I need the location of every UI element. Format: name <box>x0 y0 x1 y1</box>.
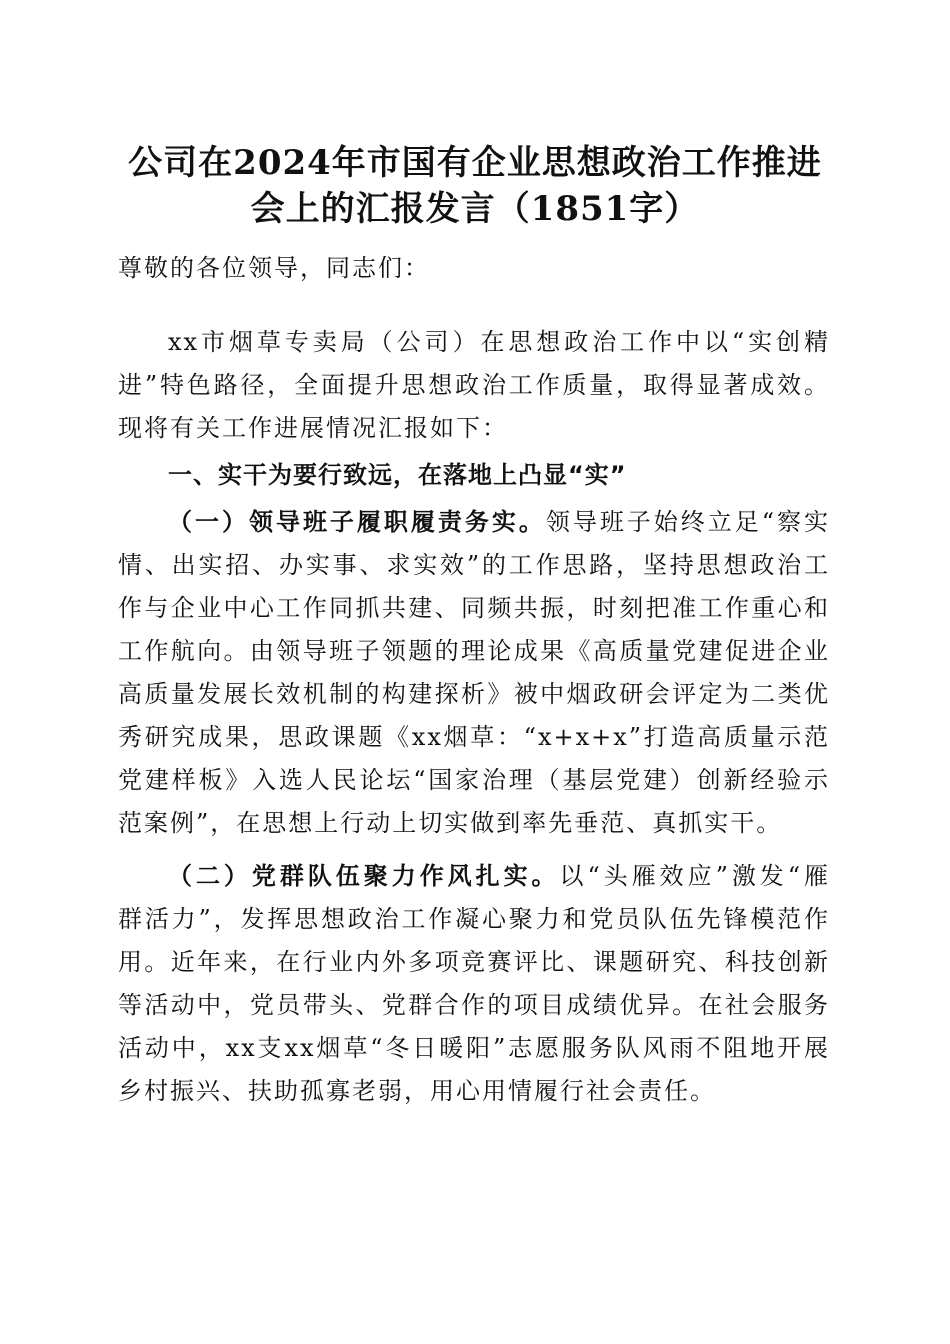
subheading-lead: （一）领导班子履职履责务实。 <box>168 507 546 536</box>
intro-line: 现将有关工作进展情况汇报如下： <box>118 414 508 442</box>
paragraph-line: 群活力”，发挥思想政治工作凝心聚力和党员队伍先锋模范作 <box>118 905 830 933</box>
paragraph-line: 乡村振兴、扶助孤寡老弱，用心用情履行社会责任。 <box>118 1077 716 1105</box>
paragraph-text: 以“头雁效应”激发“雁 <box>559 862 831 890</box>
paragraph-line: 等活动中，党员带头、党群合作的项目成绩优异。在社会服务 <box>118 991 830 1019</box>
paragraph-2-first-line <box>168 860 830 892</box>
document-title-line-1: 公司在2024年市国有企业思想政治工作推进 <box>128 143 822 183</box>
paragraph-line: 工作航向。由领导班子领题的理论成果《高质量党建促进企业 <box>118 637 830 665</box>
section-heading: 一、实干为要行致远，在落地上凸显“实” <box>168 461 627 489</box>
paragraph-line: 范案例”，在思想上行动上切实做到率先垂范、真抓实干。 <box>118 809 783 837</box>
paragraph-line: 作与企业中心工作同抓共建、同频共振，时刻把准工作重心和 <box>118 594 830 622</box>
intro-line: 进”特色路径，全面提升思想政治工作质量，取得显著成效。 <box>118 371 830 399</box>
paragraph-line: 党建样板》入选人民论坛“国家治理（基层党建）创新经验示 <box>118 766 830 794</box>
paragraph-line: 用。近年来，在行业内外多项竞赛评比、课题研究、科技创新 <box>118 948 830 976</box>
paragraph-1-first-line <box>168 506 830 538</box>
paragraph-line: 高质量发展长效机制的构建探析》被中烟政研会评定为二类优 <box>118 680 830 708</box>
paragraph-line: 活动中，xx支xx烟草“冬日暖阳”志愿服务队风雨不阻地开展 <box>118 1034 830 1062</box>
salutation: 尊敬的各位领导，同志们： <box>118 254 430 282</box>
paragraph-line: 情、出实招、办实事、求实效”的工作思路，坚持思想政治工 <box>118 551 830 579</box>
paragraph-text: 领导班子始终立足“察实 <box>545 508 830 536</box>
paragraph-line: 秀研究成果，思政课题《xx烟草：“x+x+x”打造高质量示范 <box>118 723 830 751</box>
intro-line: xx市烟草专卖局（公司）在思想政治工作中以“实创精 <box>168 328 830 356</box>
subheading-lead: （二）党群队伍聚力作风扎实。 <box>168 861 560 890</box>
document-title-line-2: 会上的汇报发言（1851字） <box>250 189 700 229</box>
